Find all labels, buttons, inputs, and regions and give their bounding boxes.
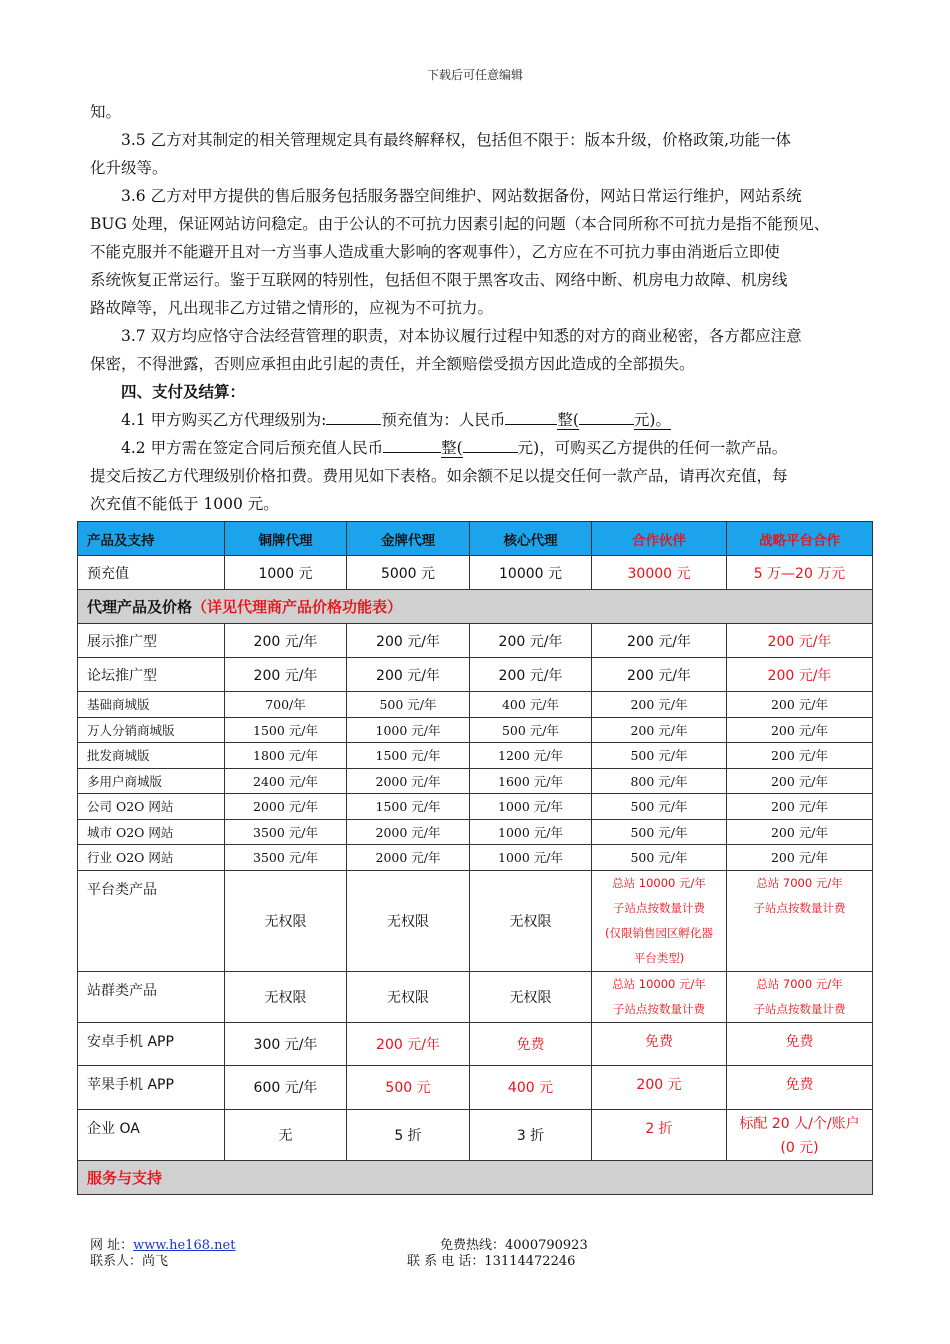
table-cell: 无权限: [347, 870, 470, 971]
table-cell: 500 元/年: [592, 819, 727, 845]
table-cell: [727, 1109, 873, 1160]
table-cell: 200 元/年: [727, 717, 873, 743]
cell-line: 子站点按数量计费: [613, 900, 705, 915]
table-cell: 预充值: [78, 556, 225, 590]
footer-label: 联 系 电 话：: [407, 1254, 485, 1269]
table-cell: 批发商城版: [78, 743, 225, 769]
table-cell: 1000 元/年: [470, 819, 592, 845]
para-line: 化升级等。: [90, 159, 168, 177]
table-cell: 1200 元/年: [470, 743, 592, 769]
table-cell: 1500 元/年: [225, 717, 347, 743]
para-line: BUG 处理，保证网站访问稳定。由于公认的不可抗力因素引起的问题（本合同所称不可抗力是指不能预见、: [90, 215, 830, 233]
table-cell: 200 元/年: [470, 658, 592, 692]
table-cell: 5 折: [347, 1109, 470, 1160]
table-cell: [727, 870, 873, 971]
table-row: [78, 743, 873, 769]
table-cell: 1000 元/年: [470, 794, 592, 820]
cell-line: 子站点按数量计费: [753, 1001, 846, 1016]
para-line: 保密，不得泄露，否则应承担由此引起的责任，并全额赔偿受损方因此造成的全部损失。: [90, 355, 695, 373]
table-cell: 500 元/年: [592, 794, 727, 820]
header-cell: 核心代理: [470, 522, 592, 556]
table-cell: 200 元/年: [727, 692, 873, 718]
table-cell: 200 元/年: [727, 845, 873, 871]
table-cell: 无权限: [470, 971, 592, 1022]
table-cell: 免费: [592, 1022, 727, 1065]
section-title: [78, 590, 873, 624]
section-title-note: （详见代理商产品价格功能表）: [192, 598, 403, 616]
table-cell: 500 元/年: [592, 845, 727, 871]
table-cell: 2400 元/年: [225, 768, 347, 794]
cell-line: 平台类型): [633, 950, 685, 965]
header-cell: 战略平台合作: [727, 522, 873, 556]
table-cell: 1000 元/年: [347, 717, 470, 743]
blank-amount[interactable]: [579, 424, 634, 425]
table-row: [78, 717, 873, 743]
table-cell: 5000 元: [347, 556, 470, 590]
table-cell: 500 元/年: [347, 692, 470, 718]
table-row: [78, 819, 873, 845]
table-row: [78, 845, 873, 871]
cell-line: 子站点按数量计费: [613, 1001, 705, 1016]
para-line: 提交后按乙方代理级别价格扣费。费用见如下表格。如余额不足以提交任何一款产品，请再次充值，每: [90, 467, 788, 485]
table-cell: 行业 O2O 网站: [78, 845, 225, 871]
blank-recharge-cn[interactable]: [383, 452, 441, 453]
table-cell: [592, 971, 727, 1022]
cell-line: (0 元): [780, 1139, 819, 1156]
para-line: 次充值不能低于 1000 元。: [90, 495, 279, 513]
cell-line: 总站 7000 元/年: [756, 976, 843, 991]
table-cell: 免费: [727, 1065, 873, 1109]
cell-line: 子站点按数量计费: [753, 900, 846, 915]
table-cell: 200 元/年: [347, 624, 470, 658]
cell-line: 总站 10000 元/年: [612, 976, 706, 991]
table-cell: 2000 元/年: [347, 768, 470, 794]
table-cell: 苹果手机 APP: [78, 1065, 225, 1109]
table-cell: 1000 元: [225, 556, 347, 590]
table-cell: 展示推广型: [78, 624, 225, 658]
clause-text: 4.2 甲方需在签定合同后预充值人民币: [121, 439, 384, 457]
table-row: [78, 971, 873, 1022]
table-header-row: [78, 522, 873, 556]
table-cell: 200 元/年: [225, 658, 347, 692]
table-cell: 1500 元/年: [347, 794, 470, 820]
table-cell: 免费: [727, 1022, 873, 1065]
clause-text: 元)。: [633, 411, 671, 429]
footer-contact: [90, 1250, 168, 1269]
table-cell: 10000 元: [470, 556, 592, 590]
table-cell: 安卓手机 APP: [78, 1022, 225, 1065]
blank-agent-level[interactable]: [326, 424, 381, 425]
table-cell: 站群类产品: [78, 971, 225, 1022]
phone-number: 13114472246: [484, 1254, 576, 1269]
table-row: [78, 870, 873, 971]
table-row: [78, 1022, 873, 1065]
para-line: 知。: [90, 103, 122, 121]
table-cell: 1600 元/年: [470, 768, 592, 794]
table-cell: 200 元/年: [347, 658, 470, 692]
table-cell: 200 元/年: [592, 717, 727, 743]
clause-text: 预充值为：人民币: [381, 411, 506, 429]
table-cell: 200 元/年: [592, 658, 727, 692]
footer-label: 免费热线：: [440, 1238, 506, 1253]
table-row: [78, 768, 873, 794]
clause-text: 整(: [441, 439, 463, 457]
cell-line: (仅限销售园区孵化器: [605, 925, 713, 940]
table-cell: 无: [225, 1109, 347, 1160]
para-line: 不能克服并不能避开且对一方当事人造成重大影响的客观事件），乙方应在不可抗力事由消逝后立即使: [90, 243, 780, 261]
table-cell: 500 元/年: [470, 717, 592, 743]
table-cell: 万人分销商城版: [78, 717, 225, 743]
table-cell: 400 元/年: [470, 692, 592, 718]
table-cell: 300 元/年: [225, 1022, 347, 1065]
table-cell: 500 元: [347, 1065, 470, 1109]
table-cell: 200 元: [592, 1065, 727, 1109]
table-cell: 无权限: [225, 870, 347, 971]
table-cell: 3500 元/年: [225, 845, 347, 871]
table-row: [78, 1109, 873, 1160]
table-cell: 1000 元/年: [470, 845, 592, 871]
table-cell: 论坛推广型: [78, 658, 225, 692]
website-link[interactable]: www.he168.net: [133, 1238, 236, 1253]
table-row: [78, 658, 873, 692]
clause-4-1: [90, 406, 870, 434]
table-cell: 1800 元/年: [225, 743, 347, 769]
table-cell: 城市 O2O 网站: [78, 819, 225, 845]
clause-3-7: 3.7 双方均应恪守合法经营管理的职责，对本协议履行过程中知悉的对方的商业秘密，各方都应注意: [121, 327, 802, 345]
table-cell: 200 元/年: [727, 624, 873, 658]
table-cell: 基础商城版: [78, 692, 225, 718]
table-cell: 平台类产品: [78, 870, 225, 971]
table-cell: 200 元/年: [347, 1022, 470, 1065]
price-table: [77, 521, 873, 1195]
contact-name: 尚飞: [142, 1254, 169, 1269]
table-cell: 3500 元/年: [225, 819, 347, 845]
table-row: [78, 692, 873, 718]
table-cell: 3 折: [470, 1109, 592, 1160]
table-cell: 公司 O2O 网站: [78, 794, 225, 820]
table-row: [78, 794, 873, 820]
table-row: [78, 624, 873, 658]
table-cell: [592, 870, 727, 971]
table-cell: 30000 元: [592, 556, 727, 590]
table-cell: 2 折: [592, 1109, 727, 1160]
clause-text: 元)，可购买乙方提供的任何一款产品。: [517, 439, 788, 457]
table-cell: 800 元/年: [592, 768, 727, 794]
clause-text: 4.1 甲方购买乙方代理级别为:: [121, 411, 327, 429]
footer-phone: [407, 1250, 575, 1269]
table-cell: 200 元/年: [592, 624, 727, 658]
table-cell: 200 元/年: [225, 624, 347, 658]
table-cell: 200 元/年: [727, 768, 873, 794]
table-cell: 1500 元/年: [347, 743, 470, 769]
table-cell: 企业 OA: [78, 1109, 225, 1160]
clause-3-5: 3.5 乙方对其制定的相关管理规定具有最终解释权，包括但不限于：版本升级，价格政策,功能一体: [121, 131, 792, 149]
para-line: 路故障等，凡出现非乙方过错之情形的，应视为不可抗力。: [90, 299, 494, 317]
header-cell: 合作伙伴: [592, 522, 727, 556]
table-row: [78, 1065, 873, 1109]
table-row: [78, 556, 873, 590]
clause-text: 整(: [557, 411, 579, 429]
table-cell: 600 元/年: [225, 1065, 347, 1109]
page-header: 下载后可任意编辑: [426, 68, 523, 82]
cell-line: 标配 20 人/个/账户: [739, 1115, 860, 1132]
contract-body: [90, 98, 870, 518]
table-cell: 2000 元/年: [347, 845, 470, 871]
table-cell: 免费: [470, 1022, 592, 1065]
blank-amount-cn[interactable]: [505, 424, 557, 425]
table-cell: [727, 971, 873, 1022]
table-cell: 无权限: [225, 971, 347, 1022]
table-cell: 200 元/年: [727, 794, 873, 820]
table-cell: 2000 元/年: [225, 794, 347, 820]
header-cell: 铜牌代理: [225, 522, 347, 556]
table-cell: 无权限: [470, 870, 592, 971]
clause-3-6: 3.6 乙方对甲方提供的售后服务包括服务器空间维护、网站数据备份，网站日常运行维护，网站系统: [121, 187, 802, 205]
table-cell: 200 元/年: [727, 743, 873, 769]
para-line: 系统恢复正常运行。鉴于互联网的特别性，包括但不限于黑客攻击、网络中断、机房电力故障、机房线: [90, 271, 788, 289]
cell-line: 总站 10000 元/年: [612, 875, 706, 890]
table-cell: 2000 元/年: [347, 819, 470, 845]
table-cell: 200 元/年: [592, 692, 727, 718]
section-title: 服务与支持: [78, 1160, 873, 1194]
header-cell: 产品及支持: [78, 522, 225, 556]
section-row: [78, 1160, 873, 1194]
table-cell: 5 万—20 万元: [727, 556, 873, 590]
table-cell: 400 元: [470, 1065, 592, 1109]
section-row: [78, 590, 873, 624]
table-cell: 700/年: [225, 692, 347, 718]
table-cell: 200 元/年: [727, 819, 873, 845]
header-cell: 金牌代理: [347, 522, 470, 556]
table-cell: 200 元/年: [470, 624, 592, 658]
table-cell: 200 元/年: [727, 658, 873, 692]
footer-label: 联系人：: [90, 1254, 143, 1269]
section-heading-payment: 四、支付及结算：: [121, 382, 246, 401]
cell-line: 总站 7000 元/年: [756, 875, 843, 890]
hotline-number: 4000790923: [505, 1238, 588, 1253]
clause-4-2: [90, 434, 870, 462]
section-title-main: 代理产品及价格: [87, 598, 193, 616]
table-cell: 多用户商城版: [78, 768, 225, 794]
footer-label: 网 址：: [90, 1238, 134, 1253]
table-cell: 无权限: [347, 971, 470, 1022]
table-cell: 500 元/年: [592, 743, 727, 769]
blank-recharge[interactable]: [463, 452, 518, 453]
